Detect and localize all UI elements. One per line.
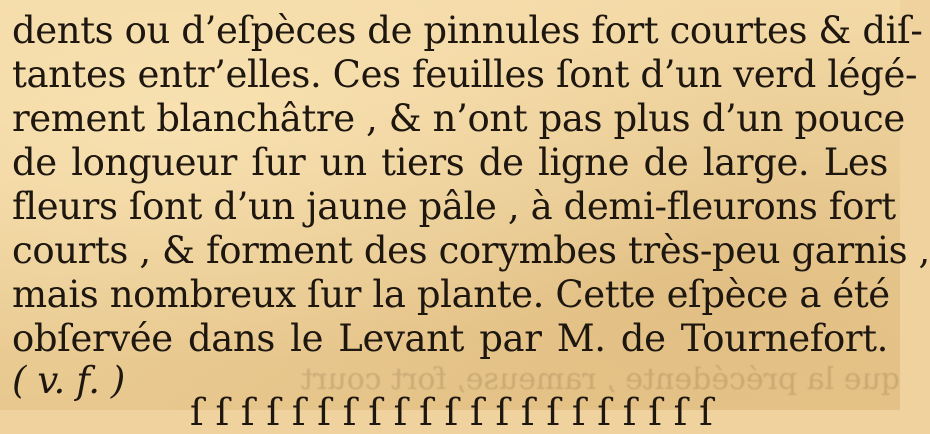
text-line-2: tantes entr’elles. Ces feuilles ſont d’un verd légé-: [12, 53, 918, 96]
cutoff-line-fragment: ſ ſ ſ ſ ſ ſ ſ ſ ſ ſ ſ ſ ſ ſ ſ ſ ſ ſ ſ ſ ſ: [190, 391, 713, 434]
text-line-1: dents ou d’eſpèces de pinnules fort courtes & diſ-: [12, 9, 923, 52]
text-line-5: fleurs ſont d’un jaune pâle , à demi-fleurons fort: [12, 185, 896, 228]
text-line-7: mais nombreux ſur la plante. Cette eſpèce a été: [12, 273, 890, 316]
text-line-8: obſervée dans le Levant par M. de Tournefort.: [12, 317, 888, 360]
text-line-6: courts , & forment des corymbes très-peu garnis ,: [12, 229, 930, 272]
bleed-through-text: que la précédente , rameuse, fort court: [300, 362, 900, 397]
cutoff-next-line: [190, 391, 900, 434]
text-line-3: rement blanchâtre , & n’ont pas plus d’un pouce: [12, 97, 905, 140]
text-line-9: ( v. f. ): [12, 359, 125, 402]
text-line-4: de longueur ſur un tiers de ligne de large. Les: [12, 141, 888, 184]
